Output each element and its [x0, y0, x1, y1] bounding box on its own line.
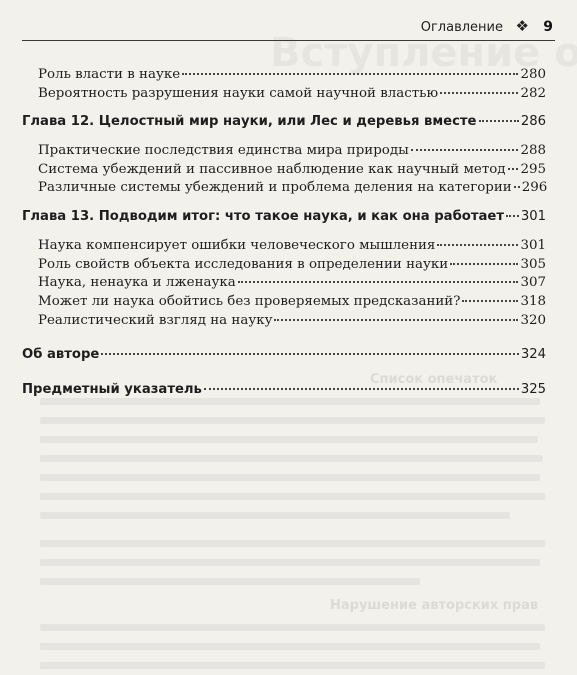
toc-entry-page: 301 — [520, 237, 546, 253]
page-number: 9 — [543, 19, 553, 35]
toc-entry-page: 296 — [521, 180, 548, 196]
toc-chapter-page: 325 — [520, 381, 546, 397]
leader-dots — [238, 281, 519, 283]
toc-entry-page: 288 — [520, 143, 546, 159]
leader-dots — [514, 186, 520, 188]
toc-chapter — [22, 346, 546, 365]
toc-entry — [22, 256, 546, 275]
leader-dots — [508, 168, 519, 170]
toc-entry-title: Роль свойств объекта исследования в определении науки — [38, 256, 449, 272]
leader-dots — [479, 120, 519, 122]
toc-chapter-title: Глава 12. Целостный мир науки, или Лес и деревья вместе — [22, 114, 477, 130]
leader-dots — [450, 263, 518, 265]
toc-chapter-page: 286 — [520, 114, 546, 130]
toc-entry-title: Реалистический взгляд на науку — [38, 312, 273, 328]
toc-entry — [22, 142, 546, 161]
toc-entry-page: 305 — [520, 256, 546, 272]
leader-dots — [274, 319, 518, 321]
toc-entry — [22, 179, 546, 198]
leader-dots — [204, 388, 519, 390]
running-header — [22, 14, 555, 41]
leader-dots — [411, 149, 519, 151]
toc-entry — [22, 161, 546, 180]
leader-dots — [440, 92, 518, 94]
toc-entry-title: Роль власти в науке — [38, 67, 181, 82]
leader-dots — [462, 300, 518, 302]
toc-entry-title: Может ли наука обойтись без проверяемых предсказаний? — [38, 293, 461, 309]
toc-entry-page: 280 — [520, 67, 546, 82]
toc-entry-title: Система убеждений и пассивное наблюдение как научный метод — [38, 161, 506, 177]
toc-entry-title: Наука, ненаука и лженаука — [38, 275, 236, 291]
table-of-contents — [22, 66, 546, 400]
toc-chapter-title: Об авторе — [22, 347, 100, 363]
leader-dots — [182, 73, 518, 75]
toc-entry-title: Вероятность разрушения науки самой научной властью — [38, 85, 439, 101]
toc-chapter-page: 301 — [520, 209, 546, 225]
show-through-subheading: Список опечаток — [370, 372, 498, 387]
toc-entry-title: Различные системы убеждений и проблема деления на категории — [38, 180, 512, 196]
leader-dots — [437, 244, 518, 246]
toc-entry-page: 307 — [520, 275, 546, 291]
toc-entry-page: 295 — [520, 161, 546, 177]
leader-dots — [101, 353, 518, 355]
toc-entry — [22, 237, 546, 256]
header-title: Оглавление — [420, 20, 503, 35]
toc-entry — [22, 66, 546, 85]
toc-chapter-title: Глава 13. Подводим итог: что такое наука, и как она работает — [22, 209, 504, 225]
toc-chapter — [22, 381, 546, 400]
ornament-icon: ❖ — [515, 17, 529, 35]
toc-entry — [22, 274, 546, 293]
toc-entry — [22, 85, 546, 104]
toc-chapter — [22, 208, 546, 227]
show-through-subheading: Нарушение авторских прав — [330, 598, 539, 613]
toc-entry-page: 282 — [520, 85, 546, 101]
toc-entry — [22, 312, 546, 331]
leader-dots — [506, 215, 519, 217]
toc-entry-title: Практические последствия единства мира природы — [38, 143, 409, 159]
toc-entry — [22, 293, 546, 312]
toc-chapter — [22, 113, 546, 132]
toc-chapter-page: 324 — [520, 347, 546, 363]
toc-entry-page: 318 — [520, 293, 546, 309]
toc-chapter-title: Предметный указатель — [22, 381, 202, 397]
toc-entry-title: Наука компенсирует ошибки человеческого мышления — [38, 237, 436, 253]
toc-entry-page: 320 — [520, 312, 546, 328]
